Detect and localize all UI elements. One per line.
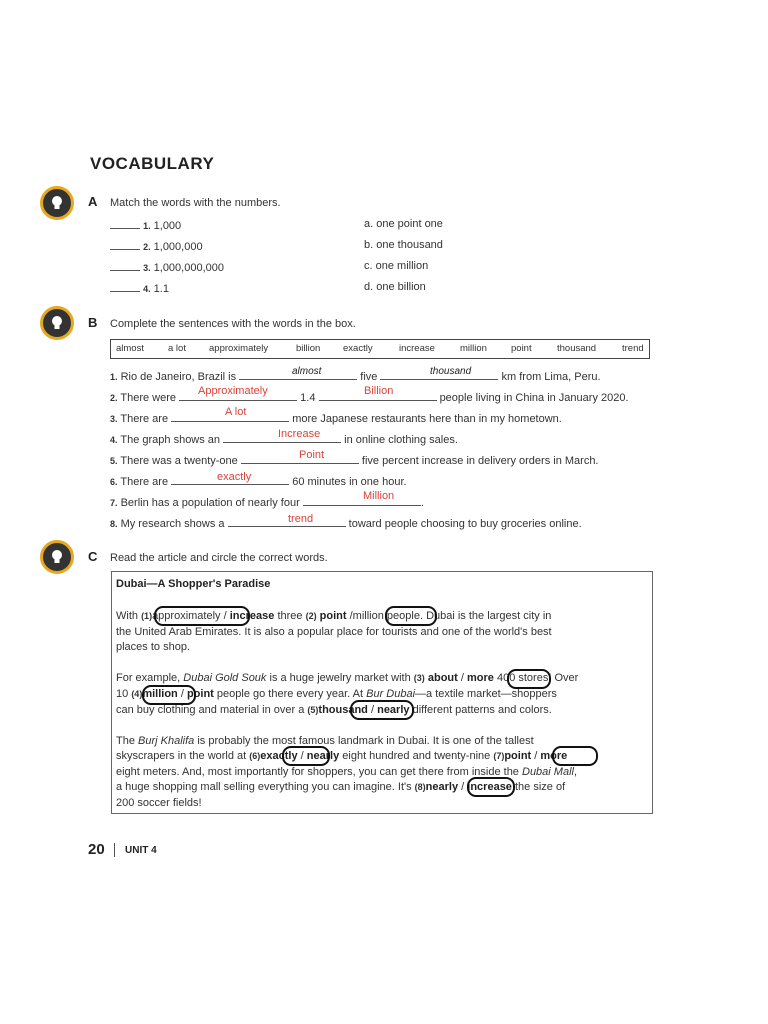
article-line: the United Arab Emirates. It is also a popular place for tourists and one of the world's best xyxy=(116,626,552,638)
handwritten-answer: almost xyxy=(292,366,322,377)
answer-blank[interactable] xyxy=(303,495,421,506)
word-box-item: almost xyxy=(116,343,144,354)
section-a-instruction: Match the words with the numbers. xyxy=(110,197,281,209)
section-a-letter: A xyxy=(88,194,98,209)
answer-circle xyxy=(385,606,437,626)
answer-circle xyxy=(507,669,551,689)
sentence-7: 7. Berlin has a population of nearly four . xyxy=(110,497,424,509)
match-item: 2. 1,000,000 xyxy=(110,239,203,253)
answer-circle xyxy=(350,700,414,720)
word-box-item: million xyxy=(460,343,487,354)
answer-blank[interactable] xyxy=(110,218,140,229)
answer-circle xyxy=(154,606,250,626)
footer-divider xyxy=(114,843,115,857)
lightbulb-icon xyxy=(40,186,74,220)
sentence-1: 1. Rio de Janeiro, Brazil is five km from Lima, Peru. xyxy=(110,371,601,383)
choice-word[interactable]: point xyxy=(186,688,214,700)
choice-word[interactable]: nearly xyxy=(425,781,459,793)
word-box-item: exactly xyxy=(343,343,373,354)
article-line: eight meters. And, most importantly for shoppers, you can get there from inside the Dubai Mall, xyxy=(116,766,578,778)
sentence-6: 6. There are 60 minutes in one hour. xyxy=(110,476,407,488)
section-b-letter: B xyxy=(88,315,98,330)
lightbulb-icon xyxy=(40,306,74,340)
answer-blank[interactable] xyxy=(110,260,140,271)
answer-blank[interactable] xyxy=(228,516,346,527)
word-box-item: thousand xyxy=(557,343,597,354)
choice-word[interactable]: more xyxy=(467,672,494,684)
answer-blank[interactable] xyxy=(110,239,140,250)
typed-answer: trend xyxy=(288,513,314,525)
typed-answer: Point xyxy=(299,449,325,461)
sentence-8: 8. My research shows a toward people choosing to buy groceries online. xyxy=(110,518,582,530)
unit-label: UNIT 4 xyxy=(125,845,157,856)
word-box-item: a lot xyxy=(168,343,186,354)
article-line: can buy clothing and material in over a (5)thousand / nearly different patterns and colors. xyxy=(116,704,552,716)
word-box-item: billion xyxy=(296,343,321,354)
answer-circle xyxy=(552,746,598,766)
typed-answer: Approximately xyxy=(198,385,268,397)
word-box-item: approximately xyxy=(209,343,269,354)
match-item: 3. 1,000,000,000 xyxy=(110,260,224,274)
match-option: a. one point one xyxy=(364,218,443,230)
choice-word[interactable]: more xyxy=(540,750,568,762)
match-option: b. one thousand xyxy=(364,239,443,251)
answer-blank[interactable] xyxy=(110,281,140,292)
choice-word[interactable]: increase xyxy=(467,781,512,793)
word-box-item: trend xyxy=(622,343,644,354)
choice-word[interactable]: million xyxy=(142,688,178,700)
answer-circle xyxy=(142,685,196,705)
sentence-5: 5. There was a twenty-one five percent increase in delivery orders in March. xyxy=(110,455,599,467)
lightbulb-icon xyxy=(40,540,74,574)
article-line: places to shop. xyxy=(116,641,190,653)
sentence-2: 2. There were 1.4 people living in China in January 2020. xyxy=(110,392,629,404)
word-box-item: point xyxy=(511,343,532,354)
match-item: 4. 1.1 xyxy=(110,281,169,295)
answer-circle xyxy=(467,777,515,797)
typed-answer: Increase xyxy=(278,428,321,440)
article-line: a huge shopping mall selling everything you can imagine. It's (8)nearly / increase the size of xyxy=(116,781,566,793)
word-box-item: increase xyxy=(399,343,435,354)
sentence-4: 4. The graph shows an in online clothing sales. xyxy=(110,434,458,446)
article-title: Dubai—A Shopper's Paradise xyxy=(116,578,271,590)
article-line: 200 soccer fields! xyxy=(116,797,202,809)
handwritten-answer: thousand xyxy=(430,366,472,377)
word-box xyxy=(110,339,650,359)
article-line: The Burj Khalifa is probably the most famous landmark in Dubai. It is one of the tallest xyxy=(116,735,534,747)
choice-word[interactable]: nearly xyxy=(306,750,340,762)
match-option: c. one million xyxy=(364,260,429,272)
choice-word[interactable]: exactly xyxy=(260,750,298,762)
article-line: skyscrapers in the world at (6)exactly / nearly eight hundred and twenty-nine (7)point / more xyxy=(116,750,568,762)
article-line: 10 (4)million / point people go there every year. At Bur Dubai—a textile market—shoppers xyxy=(116,688,557,700)
section-c-letter: C xyxy=(88,549,98,564)
match-item: 1. 1,000 xyxy=(110,218,181,232)
page-number: 20 xyxy=(88,841,105,858)
match-option: d. one billion xyxy=(364,281,426,293)
section-c-instruction: Read the article and circle the correct words. xyxy=(110,552,328,564)
choice-word[interactable]: nearly xyxy=(377,704,410,716)
sentence-3: 3. There are more Japanese restaurants here than in my hometown. xyxy=(110,413,562,425)
typed-answer: Million xyxy=(363,490,395,502)
choice-word[interactable]: about xyxy=(427,672,458,684)
typed-answer: exactly xyxy=(217,471,252,483)
choice-word[interactable]: thousand xyxy=(318,704,368,716)
typed-answer: A lot xyxy=(225,406,247,418)
article-line: For example, Dubai Gold Souk is a huge jewelry market with (3) about / more 400 stores! Over xyxy=(116,672,579,684)
choice-word[interactable]: point xyxy=(319,610,347,622)
typed-answer: Billion xyxy=(364,385,394,397)
choice-word[interactable]: point xyxy=(504,750,532,762)
article-line: With (1)approximately / increase three (2) point /million people. Dubai is the largest city in xyxy=(116,610,552,622)
choice-word[interactable]: approximately xyxy=(152,610,221,622)
choice-word[interactable]: increase xyxy=(229,610,275,622)
page-title: VOCABULARY xyxy=(90,154,215,173)
section-b-instruction: Complete the sentences with the words in the box. xyxy=(110,318,356,330)
choice-word[interactable]: million xyxy=(352,610,384,622)
answer-circle xyxy=(282,746,330,766)
